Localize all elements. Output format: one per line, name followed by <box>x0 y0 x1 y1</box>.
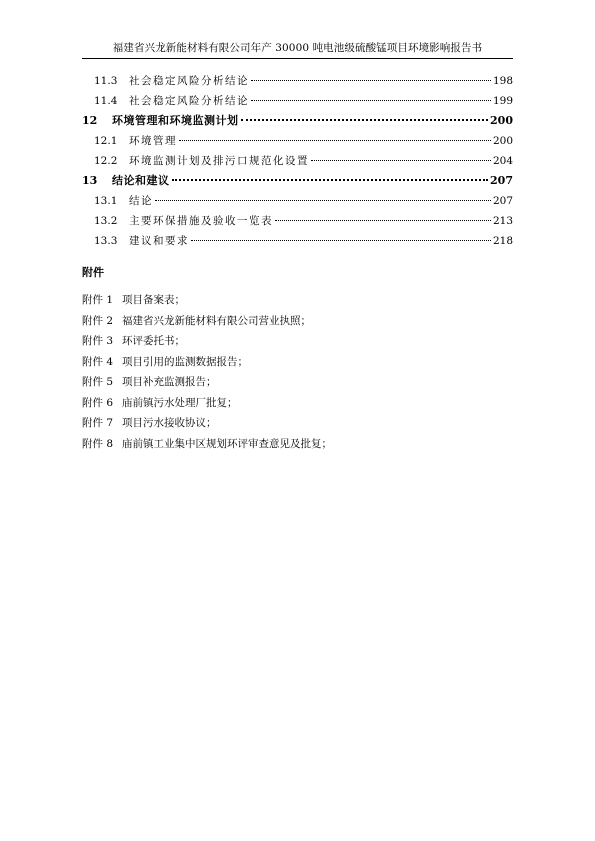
toc-leader-dots <box>172 179 489 181</box>
toc-leader-dots <box>251 80 491 81</box>
toc-entry-number: 11.3 <box>94 75 118 87</box>
toc-entry-page: 200 <box>492 135 513 147</box>
toc-entry-number: 13 <box>82 174 98 187</box>
toc-chapter-entry[interactable] <box>82 175 513 195</box>
toc-section-entry[interactable] <box>82 215 513 235</box>
toc-entry-page: 204 <box>492 155 513 167</box>
toc-leader-dots <box>251 100 491 101</box>
attachment-item <box>82 313 513 334</box>
toc-section-entry[interactable] <box>82 135 513 155</box>
attachment-item <box>82 354 513 375</box>
toc-entry-number: 12 <box>82 114 98 127</box>
attachment-number: 附件 3 <box>82 335 114 347</box>
toc-leader-dots <box>241 119 489 121</box>
toc-entry-page: 207 <box>490 174 513 187</box>
toc-entry-page: 218 <box>492 235 513 247</box>
toc-entry-title: 环境监测计划及排污口规范化设置 <box>129 155 309 167</box>
toc-entry-number: 11.4 <box>94 95 118 107</box>
attachment-item <box>82 395 513 416</box>
toc-entry-title: 结论 <box>129 195 153 207</box>
toc-entry-page: 213 <box>492 215 513 227</box>
attachment-text: 项目补充监测报告； <box>122 376 217 388</box>
toc-section-entry[interactable] <box>82 95 513 115</box>
toc-entry-number: 12.1 <box>94 135 118 147</box>
toc-entry-number: 12.2 <box>94 155 118 167</box>
attachment-item <box>82 374 513 395</box>
toc-entry-title: 主要环保措施及验收一览表 <box>129 215 273 227</box>
attachment-number: 附件 1 <box>82 294 114 306</box>
toc-entry-title: 环境管理 <box>129 135 177 147</box>
attachment-text: 庙前镇污水处理厂批复； <box>122 396 238 409</box>
attachment-text: 庙前镇工业集中区规划环评审查意见及批复； <box>122 437 332 450</box>
toc-entry-page: 198 <box>492 75 513 87</box>
attachment-item <box>82 415 513 436</box>
attachment-text: 项目备案表； <box>122 294 185 306</box>
toc-leader-dots <box>275 220 491 221</box>
toc-entry-page: 207 <box>492 195 513 207</box>
toc-chapter-entry[interactable] <box>82 115 513 135</box>
toc-section-entry[interactable] <box>82 235 513 255</box>
toc-section-entry[interactable] <box>82 155 513 175</box>
attachment-text: 环评委托书； <box>122 335 185 347</box>
attachment-text: 福建省兴龙新能材料有限公司营业执照； <box>122 314 311 327</box>
attachment-number: 附件 2 <box>82 314 114 327</box>
toc-section-entry[interactable] <box>82 195 513 215</box>
toc-entry-page: 199 <box>492 95 513 107</box>
attachment-text: 项目污水接收协议； <box>122 417 217 429</box>
page-header: 福建省兴龙新能材料有限公司年产 30000 吨电池级硫酸锰项目环境影响报告书 <box>82 40 513 59</box>
toc-entry-number: 13.3 <box>94 235 118 247</box>
toc-leader-dots <box>191 240 491 241</box>
toc-leader-dots <box>311 160 491 161</box>
attachment-number: 附件 4 <box>82 355 114 368</box>
attachment-text: 项目引用的监测数据报告； <box>122 355 248 368</box>
toc-entry-title: 社会稳定风险分析结论 <box>129 95 249 107</box>
toc-leader-dots <box>179 140 491 141</box>
table-of-contents <box>82 75 513 255</box>
attachment-number: 附件 5 <box>82 376 114 388</box>
toc-entry-title: 结论和建议 <box>112 174 170 187</box>
attachments-heading: 附件 <box>82 266 104 279</box>
attachment-item <box>82 333 513 354</box>
attachment-number: 附件 8 <box>82 437 114 450</box>
toc-entry-number: 13.2 <box>94 215 118 227</box>
attachment-number: 附件 6 <box>82 396 114 409</box>
attachment-item <box>82 292 513 313</box>
toc-entry-number: 13.1 <box>94 195 118 207</box>
attachment-number: 附件 7 <box>82 417 114 429</box>
toc-entry-page: 200 <box>490 114 513 127</box>
attachments-section <box>82 264 513 456</box>
attachment-item <box>82 436 513 457</box>
toc-leader-dots <box>155 200 491 201</box>
toc-entry-title: 建议和要求 <box>129 235 189 247</box>
toc-entry-title: 环境管理和环境监测计划 <box>112 114 239 127</box>
attachments-list <box>82 292 513 456</box>
toc-entry-title: 社会稳定风险分析结论 <box>129 75 249 87</box>
toc-section-entry[interactable] <box>82 75 513 95</box>
